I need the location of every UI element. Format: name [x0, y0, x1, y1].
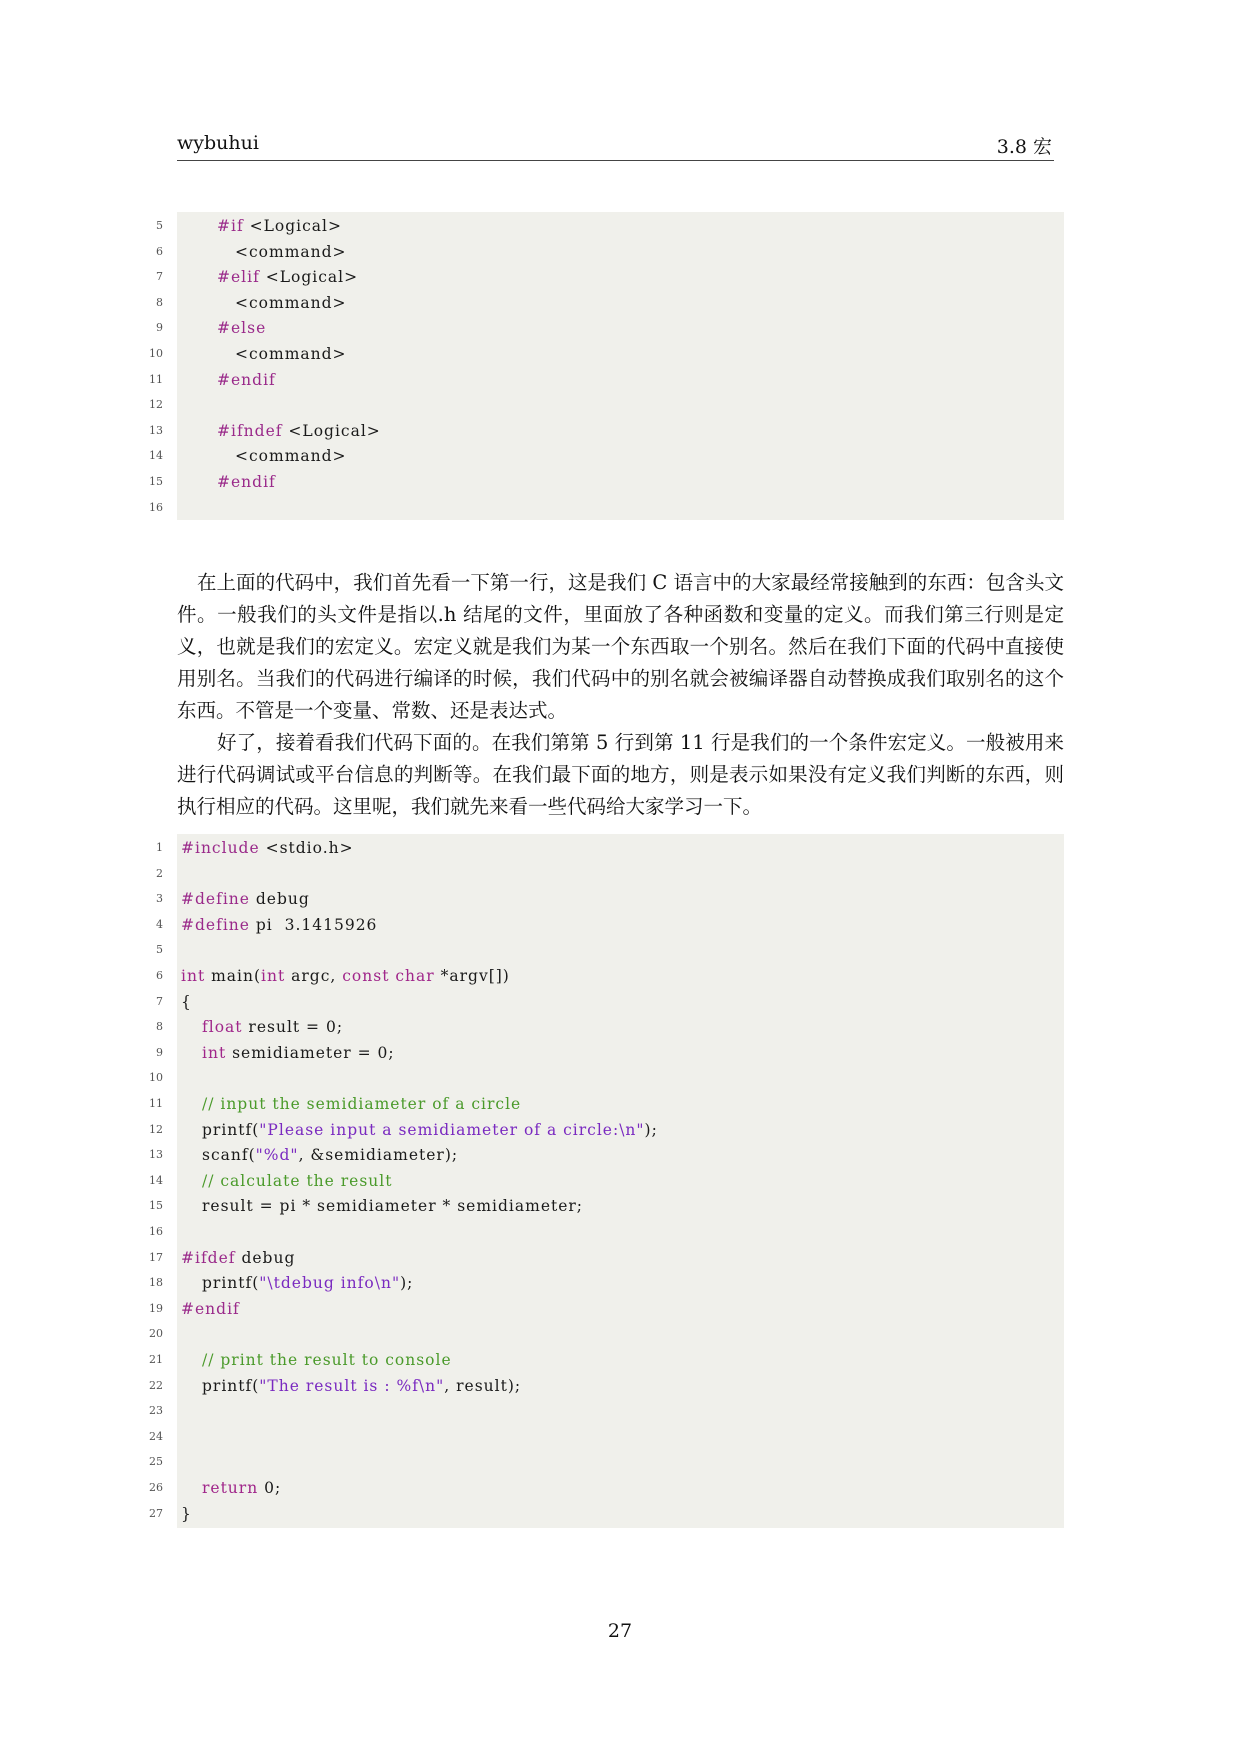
code-line: [149, 1246, 1064, 1270]
code-token: printf(: [202, 1274, 260, 1293]
running-head-author: wybuhui: [177, 132, 259, 154]
code-token: <command>: [235, 345, 347, 363]
code-line: [149, 1297, 1064, 1321]
code-line: [149, 1220, 1064, 1244]
code-token: <command>: [235, 242, 347, 261]
code-line: [156, 862, 1064, 886]
code-line: [156, 887, 1064, 911]
line-number: 22: [149, 1378, 163, 1392]
code-token: int: [181, 967, 206, 985]
code-token: pi 3.1415926: [249, 915, 378, 934]
code-token: scanf(: [202, 1146, 256, 1165]
line-number: 15: [149, 475, 163, 488]
code-token: #define: [181, 890, 250, 909]
code-text: [202, 1118, 658, 1142]
code-token: );: [644, 1120, 658, 1139]
code-token: main(: [205, 967, 262, 985]
line-number: 6: [156, 969, 163, 982]
code-text: [217, 419, 381, 443]
line-number: 5: [156, 219, 163, 232]
code-line: [149, 1425, 1064, 1449]
code-text: [217, 470, 276, 494]
line-number: 24: [149, 1429, 163, 1443]
line-number: 17: [149, 1250, 163, 1264]
code-line: [149, 1502, 1064, 1526]
code-text: [181, 913, 377, 937]
line-number: 12: [149, 1122, 163, 1136]
line-number: 26: [149, 1481, 163, 1494]
line-number: 20: [149, 1327, 163, 1341]
code-token: #endif: [217, 370, 276, 389]
line-number: 14: [149, 1173, 163, 1187]
code-text: [181, 964, 510, 988]
code-text: [217, 316, 266, 340]
line-number: 14: [149, 449, 163, 463]
line-number: 19: [149, 1301, 163, 1315]
line-number: 10: [149, 1071, 163, 1085]
line-number: 13: [149, 423, 163, 437]
code-token: argc,: [285, 967, 343, 985]
code-token: const: [342, 967, 390, 985]
code-token: #if: [217, 217, 244, 235]
code-token: <Logical>: [282, 421, 381, 440]
code-token: printf(: [202, 1376, 260, 1395]
code-line: [149, 1450, 1064, 1474]
line-number: 18: [149, 1276, 163, 1290]
code-line: [149, 496, 1064, 520]
page-number: 27: [607, 1620, 633, 1642]
line-number: 25: [149, 1455, 163, 1469]
code-token: debug: [235, 1248, 296, 1267]
code-line: [149, 368, 1064, 392]
code-line: [149, 393, 1064, 417]
code-token: <command>: [235, 293, 347, 312]
code-token: {: [181, 992, 192, 1011]
code-text: [235, 240, 347, 264]
line-number: 5: [156, 943, 163, 957]
code-token: <Logical>: [259, 268, 359, 287]
code-text: [202, 1015, 343, 1039]
body-paragraph-2: 好了，接着看我们代码下面的。在我们第第 5 行到第 11 行是我们的一个条件宏定义。一般被用来进行代码调试或平台信息的判断等。在我们最下面的地方，则是表示如果没有定义我们判断的东西，则执行相应的代码。这里呢，我们就先来看一些代码给大家学习一下。: [177, 731, 1064, 818]
code-text: [235, 342, 347, 366]
code-token: semidiameter = 0;: [226, 1043, 395, 1062]
code-line: [156, 1041, 1064, 1065]
code-line: [156, 836, 1064, 860]
code-text: [181, 1246, 295, 1270]
code-token: }: [181, 1504, 192, 1523]
line-number: 9: [156, 1045, 163, 1059]
code-text: [181, 1297, 240, 1321]
line-number: 21: [149, 1353, 163, 1366]
code-line: [149, 1271, 1064, 1295]
code-block-example-program: [149, 834, 1064, 1528]
code-text: [202, 1476, 281, 1500]
code-token: , &semidiameter);: [298, 1146, 459, 1165]
code-line: [156, 265, 1064, 289]
line-number: 23: [149, 1404, 163, 1418]
code-line: [149, 342, 1064, 366]
code-line: [149, 1399, 1064, 1423]
code-block-conditional-macros: [149, 212, 1064, 520]
code-text: [181, 887, 310, 911]
code-line: [149, 1476, 1064, 1500]
line-number: 11: [149, 1097, 163, 1110]
line-number: 9: [156, 321, 163, 335]
code-token: 0;: [258, 1479, 282, 1497]
code-line: [156, 990, 1064, 1014]
line-number: 7: [156, 994, 163, 1008]
code-line: [149, 1066, 1064, 1090]
code-line: [156, 316, 1064, 340]
code-token: "The result is : %f\n": [259, 1376, 445, 1395]
body-paragraph-1: 在上面的代码中，我们首先看一下第一行，这是我们 C 语言中的大家最经常接触到的东西：包含头文件。一般我们的头文件是指以.h 结尾的文件，里面放了各种函数和变量的定义。而我们第三行则是定义，也就是我们的宏定义。宏定义就是我们为某一个东西取一个别名。然后在我们下面的代码中直接使用别名。当我们的代码进行编译的时候，我们代码中的别名就会被编译器自动替换成我们取别名的这个东西。不管是一个变量、常数、还是表达式。: [177, 571, 1064, 722]
code-token: #endif: [217, 473, 276, 491]
code-text: [202, 1143, 458, 1167]
code-token: char: [395, 967, 435, 985]
running-head: [177, 132, 1054, 161]
code-token: #ifndef: [217, 421, 283, 440]
code-token: // calculate the result: [202, 1171, 393, 1190]
line-number: 2: [156, 866, 163, 880]
code-line: [149, 1194, 1064, 1218]
code-text: [202, 1092, 521, 1116]
code-token: #define: [181, 915, 250, 934]
line-number: 27: [149, 1506, 163, 1520]
code-token: int: [202, 1043, 227, 1062]
code-line: [156, 291, 1064, 315]
code-text: [235, 444, 347, 468]
code-token: <stdio.h>: [259, 839, 354, 857]
code-line: [156, 1015, 1064, 1039]
code-token: // input the semidiameter of a circle: [202, 1095, 522, 1113]
code-token: return: [202, 1479, 259, 1497]
code-line: [149, 1118, 1064, 1142]
code-token: int: [261, 967, 286, 985]
line-number: 15: [149, 1199, 163, 1213]
code-token: *argv[]): [434, 967, 510, 985]
code-text: [235, 291, 347, 315]
code-token: "\tdebug info\n": [259, 1274, 401, 1293]
code-token: <command>: [235, 447, 347, 466]
code-text: [217, 214, 342, 238]
code-token: );: [400, 1274, 414, 1293]
line-number: 6: [156, 244, 163, 258]
code-token: // print the result to console: [202, 1351, 452, 1369]
code-text: [217, 265, 358, 289]
code-line: [149, 1143, 1064, 1167]
line-number: 1: [156, 841, 163, 854]
line-number: 4: [156, 917, 163, 931]
code-token: #endif: [181, 1299, 240, 1318]
code-line: [149, 444, 1064, 468]
running-head-section: 3.8 宏: [996, 136, 1052, 158]
line-number: 16: [149, 1225, 163, 1238]
code-line: [156, 913, 1064, 937]
code-token: "%d": [255, 1146, 299, 1165]
line-number: 16: [149, 500, 163, 514]
code-line: [156, 938, 1064, 962]
code-token: float: [202, 1018, 243, 1037]
code-token: #ifdef: [181, 1248, 236, 1267]
code-token: #include: [181, 839, 260, 857]
code-line: [156, 214, 1064, 238]
code-text: [202, 1169, 392, 1193]
line-number: 8: [156, 295, 163, 309]
code-line: [156, 964, 1064, 988]
code-line: [156, 240, 1064, 264]
line-number: 3: [156, 892, 163, 906]
line-number: 8: [156, 1020, 163, 1034]
code-token: , result);: [444, 1376, 522, 1395]
code-token: debug: [249, 890, 310, 909]
code-text: [202, 1041, 395, 1065]
code-text: [181, 836, 354, 860]
code-text: [202, 1348, 452, 1372]
code-text: [181, 990, 192, 1014]
code-line: [149, 1322, 1064, 1346]
code-token: printf(: [202, 1120, 260, 1139]
code-token: <Logical>: [243, 217, 342, 235]
code-token: "Please input a semidiameter of a circle:\n": [259, 1120, 645, 1139]
code-text: [202, 1271, 413, 1295]
line-number: 7: [156, 270, 163, 284]
line-number: 10: [149, 347, 163, 360]
code-token: #elif: [217, 268, 260, 287]
code-token: result = 0;: [242, 1018, 344, 1037]
code-text: [181, 1502, 192, 1526]
code-line: [149, 1374, 1064, 1398]
code-text: [202, 1374, 521, 1398]
code-text: [217, 368, 276, 392]
code-line: [149, 1348, 1064, 1372]
code-token: result = pi * semidiameter * semidiameter;: [202, 1197, 584, 1216]
code-line: [149, 419, 1064, 443]
line-number: 12: [149, 398, 163, 412]
code-line: [149, 1092, 1064, 1116]
code-text: [202, 1194, 583, 1218]
line-number: 13: [149, 1148, 163, 1162]
code-line: [149, 1169, 1064, 1193]
line-number: 11: [149, 372, 163, 386]
code-line: [149, 470, 1064, 494]
code-token: #else: [217, 319, 267, 338]
